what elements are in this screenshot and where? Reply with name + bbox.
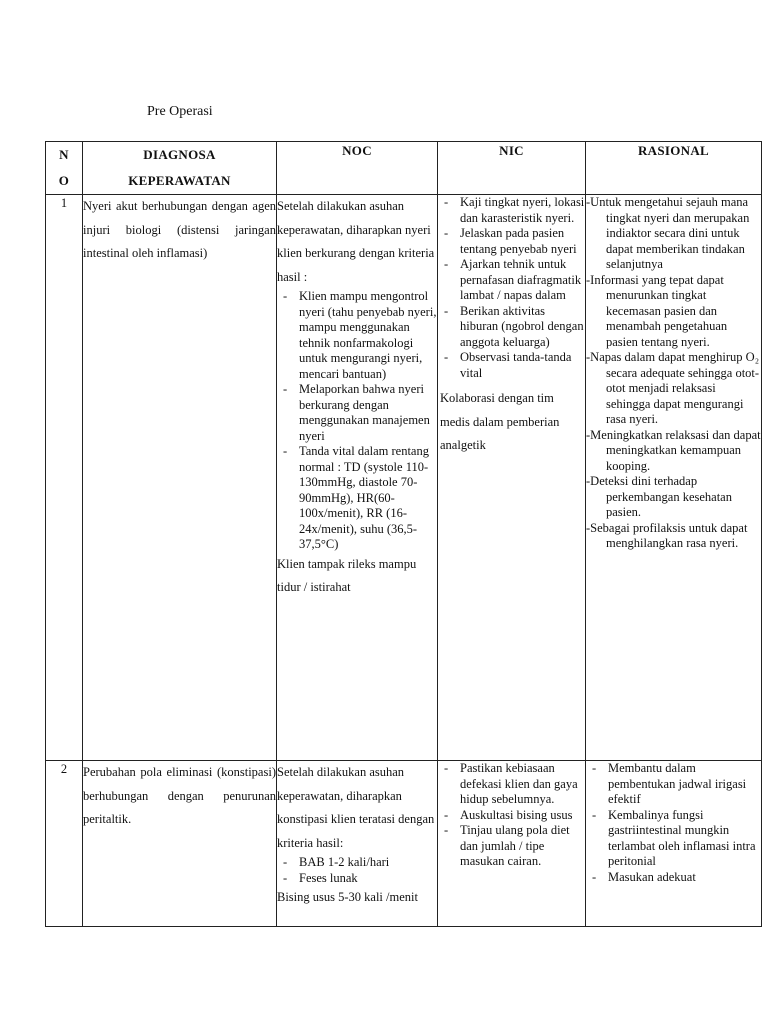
list-item: - BAB 1-2 kali/hari [277, 855, 437, 871]
list-item: - Masukan adekuat [586, 870, 761, 886]
header-diagnosa [83, 142, 277, 195]
list-item: - Tinjau ulang pola diet dan jumlah / tipe masukan cairan. [438, 823, 585, 870]
list-item: - Jelaskan pada pasien tentang penyebab nyeri [438, 226, 585, 257]
rasional-cell [586, 761, 762, 927]
table-row [46, 761, 762, 927]
list-item: - Auskultasi bising usus [438, 808, 585, 824]
page-heading: Pre Operasi [147, 104, 213, 119]
header-noc: NOC [277, 142, 438, 195]
rasional-list [586, 761, 761, 885]
nursing-care-plan-table [45, 141, 762, 927]
list-item: - Membantu dalam pembentukan jadwal irigasi efektif [586, 761, 761, 808]
table-row [46, 195, 762, 761]
header-row [46, 142, 762, 195]
diagnosa-cell: Perubahan pola eliminasi (konstipasi) berhubungan dengan penurunan peritaltik. [83, 761, 277, 927]
list-item: - Klien mampu mengontrol nyeri (tahu penyebab nyeri, mampu menggunakan tehnik nonfarmakologi untuk mengurangi nyeri, mencari bantuan) [277, 289, 437, 382]
noc-intro: Setelah dilakukan asuhan keperawatan, diharapkan konstipasi klien teratasi dengan kriteria hasil: [277, 765, 435, 850]
list-item: - Observasi tanda-tanda vital [438, 350, 585, 381]
list-item: - Ajarkan tehnik untuk pernafasan diafragmatik lambat / napas dalam [438, 257, 585, 304]
nic-list [438, 761, 585, 870]
noc-cell [277, 761, 438, 927]
nic-cell [438, 195, 586, 761]
list-item: - Tanda vital dalam rentang normal : TD (systole 110-130mmHg, diastole 70-90mmHg), HR(60-100x/menit), RR (16-24x/menit), suhu (36,5-37,5°C) [277, 444, 437, 553]
list-item: - Pastikan kebiasaan defekasi klien dan gaya hidup sebelumnya. [438, 761, 585, 808]
header-no-line1: N [59, 147, 69, 162]
list-item: -Meningkatkan relaksasi dan dapat meningkatkan kemampuan kooping. [586, 427, 761, 473]
noc-outro: Bising usus 5-30 kali /menit [277, 890, 418, 904]
nic-outro: Kolaborasi dengan tim medis dalam pemberian analgetik [440, 391, 560, 452]
noc-cell [277, 195, 438, 761]
list-item: -Sebagai profilaksis untuk dapat menghilangkan rasa nyeri. [586, 520, 748, 550]
header-nic: NIC [438, 142, 586, 195]
nic-list [438, 195, 585, 381]
nic-cell [438, 761, 586, 927]
list-item: - Feses lunak [277, 871, 437, 887]
list-item: -Untuk mengetahui sejauh mana tingkat nyeri dan merupakan indiaktor secara dini untuk dapat memberikan tindakan selanjutnya [586, 195, 750, 271]
noc-intro: Setelah dilakukan asuhan keperawatan, diharapkan nyeri klien berkurang dengan kriteria hasil : [277, 199, 435, 284]
list-item: - Kaji tingkat nyeri, lokasi dan karasteristik nyeri. [438, 195, 585, 226]
header-diagnosa-line2: KEPERAWATAN [128, 173, 231, 188]
row-number: 2 [60, 762, 68, 776]
noc-list [277, 289, 437, 553]
list-item: -Napas dalam dapat menghirup O₂ secara adequate sehingga otot-otot menjadi relaksasi sehingga dapat mengurangi rasa nyeri. [586, 350, 760, 426]
header-no [46, 142, 83, 195]
list-item: - Melaporkan bahwa nyeri berkurang dengan menggunakan manajemen nyeri [277, 382, 437, 444]
header-rasional: RASIONAL [586, 142, 762, 195]
row-number: 1 [60, 196, 68, 210]
noc-list [277, 855, 437, 886]
rasional-cell [586, 195, 762, 761]
header-diagnosa-line1: DIAGNOSA [143, 147, 216, 162]
header-no-line2: O [58, 173, 70, 188]
diagnosa-cell: Nyeri akut berhubungan dengan agen injuri biologi (distensi jaringan intestinal oleh inflamasi) [83, 195, 277, 761]
noc-outro: Klien tampak rileks mampu tidur / istirahat [277, 556, 417, 594]
list-item: -Deteksi dini terhadap perkembangan kesehatan pasien. [586, 474, 732, 519]
list-item: -Informasi yang tepat dapat menurunkan tingkat kecemasan pasien dan menambah pengetahuan pasien tentang nyeri. [586, 272, 728, 349]
list-item: - Kembalinya fungsi gastriintestinal mungkin terlambat oleh inflamasi intra peritonial [586, 808, 761, 870]
row-number-cell [46, 195, 83, 761]
list-item: - Berikan aktivitas hiburan (ngobrol dengan anggota keluarga) [438, 304, 585, 351]
row-number-cell [46, 761, 83, 927]
